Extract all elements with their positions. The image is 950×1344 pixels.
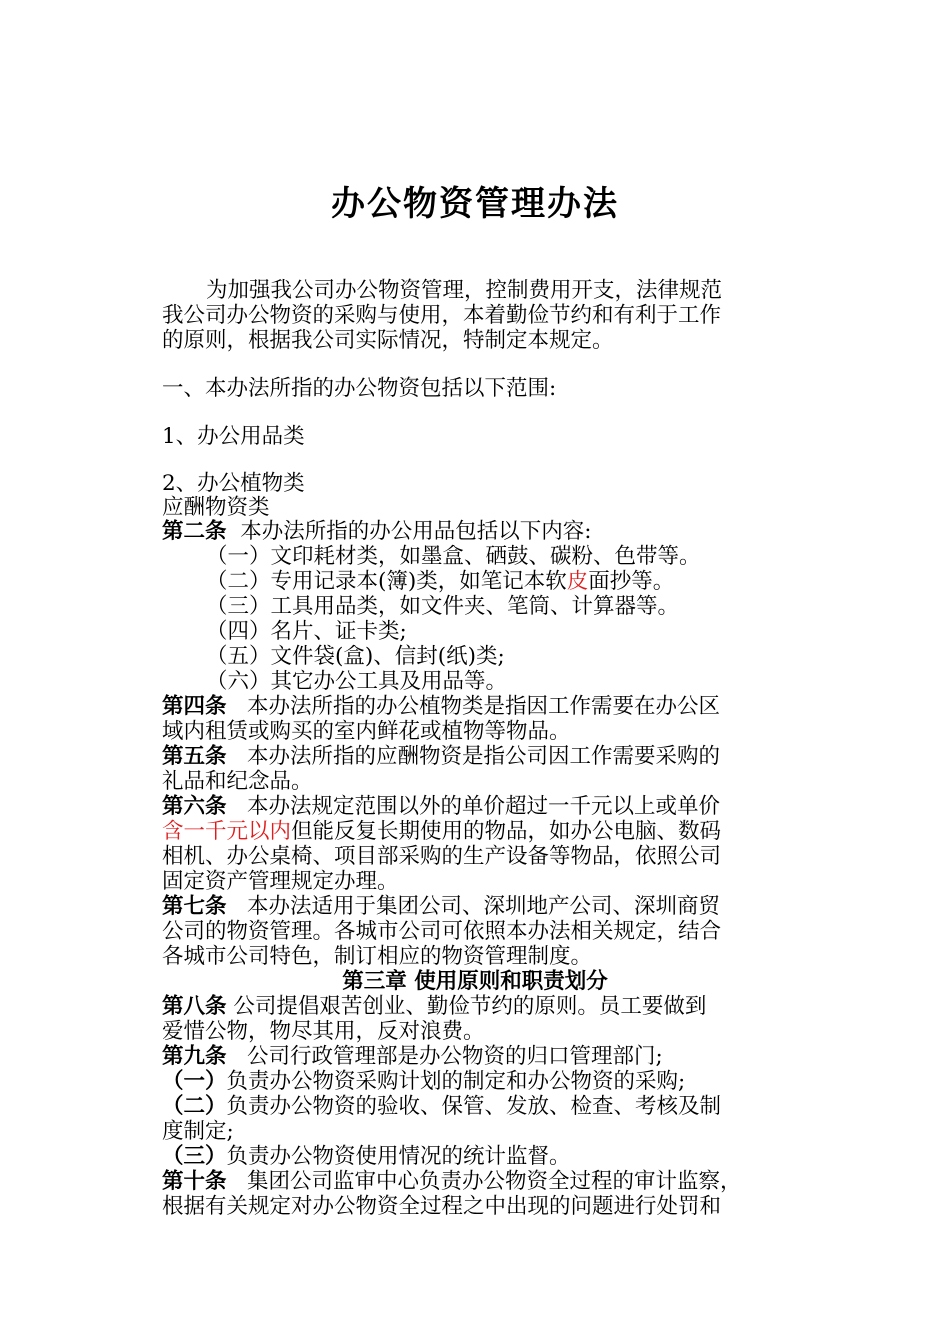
article-text: 本办法所指的应酬物资是指公司因工作需要采购的 (247, 744, 721, 769)
sub-text: 负责办公物资使用情况的统计监督。 (226, 1144, 571, 1169)
scope-item-3: 应酬物资类 (162, 495, 270, 520)
sub-label: （三） (162, 1144, 227, 1169)
sub-text: 负责办公物资采购计划的制定和办公物资的采购; (226, 1069, 686, 1094)
article-text: 但能反复长期使用的物品，如办公电脑、数码 (291, 819, 722, 844)
scope-item-1: 1、办公用品类 (162, 424, 305, 449)
article-label: 第二条 (162, 519, 227, 544)
article-10-line-2: 根据有关规定对办公物资全过程之中出现的问题进行处罚和 (162, 1194, 722, 1219)
article-9-sub-3 (162, 1146, 571, 1168)
article-6-line-4: 固定资产管理规定办理。 (162, 869, 399, 894)
article-8 (162, 996, 706, 1018)
article-8-line-2: 爱惜公物，物尽其用，反对浪费。 (162, 1019, 485, 1044)
article-2 (162, 521, 591, 543)
article-2-item-6: （六）其它办公工具及用品等。 (206, 669, 508, 694)
article-text: 本办法适用于集团公司、深圳地产公司、深圳商贸 (247, 894, 721, 919)
article-label: 第五条 (162, 744, 227, 769)
article-text: 公司行政管理部是办公物资的归口管理部门; (247, 1044, 663, 1069)
article-7 (162, 896, 720, 918)
article-10 (162, 1171, 742, 1193)
item-text: 面抄等。 (588, 569, 675, 594)
article-2-item-5: （五）文件袋(盒)、信封(纸)类; (206, 644, 505, 669)
chapter-heading: 第三章 使用原则和职责划分 (342, 969, 608, 994)
article-text: 集团公司监审中心负责办公物资全过程的审计监察， (247, 1169, 742, 1194)
highlighted-text: 含一千元以内 (162, 819, 292, 844)
article-text: 本办法所指的办公植物类是指因工作需要在办公区 (247, 694, 721, 719)
article-6-line-2 (162, 821, 721, 843)
sub-label: （二） (162, 1094, 227, 1119)
article-text: 本办法规定范围以外的单价超过一千元以上或单价 (247, 794, 721, 819)
item-text: （二）专用记录本(簿)类，如笔记本软 (206, 569, 567, 594)
document-title: 办公物资管理办法 (331, 184, 619, 224)
article-2-item-4: （四）名片、证卡类; (206, 619, 407, 644)
article-2-item-1: （一）文印耗材类，如墨盒、硒鼓、碳粉、色带等。 (206, 544, 701, 569)
article-text: 公司提倡艰苦创业、勤俭节约的原则。员工要做到 (233, 994, 707, 1019)
article-label: 第六条 (162, 794, 227, 819)
article-4 (162, 696, 720, 718)
sub-text: 负责办公物资的验收、保管、发放、检查、考核及制 (226, 1094, 722, 1119)
article-7-line-3: 各城市公司特色，制订相应的物资管理制度。 (162, 944, 593, 969)
article-9 (162, 1046, 663, 1068)
article-6 (162, 796, 720, 818)
scope-heading: 一、本办法所指的办公物资包括以下范围: (162, 376, 557, 401)
article-label: 第四条 (162, 694, 227, 719)
intro-line-1: 为加强我公司办公物资管理，控制费用开支，法律规范 (206, 278, 723, 303)
article-6-line-3: 相机、办公桌椅、项目部采购的生产设备等物品，依照公司 (162, 844, 722, 869)
article-9-sub-1 (162, 1071, 685, 1093)
article-7-line-2: 公司的物资管理。各城市公司可依照本办法相关规定，结合 (162, 919, 722, 944)
article-9-sub-2 (162, 1096, 721, 1118)
article-text: 本办法所指的办公用品包括以下内容: (240, 519, 592, 544)
intro-line-2: 我公司办公物资的采购与使用，本着勤俭节约和有利于工作 (162, 303, 722, 328)
article-4-line-2: 域内租赁或购买的室内鲜花或植物等物品。 (162, 719, 571, 744)
intro-line-3: 的原则，根据我公司实际情况，特制定本规定。 (162, 328, 614, 353)
article-label: 第十条 (162, 1169, 227, 1194)
article-5-line-2: 礼品和纪念品。 (162, 769, 313, 794)
sub-label: （一） (162, 1069, 227, 1094)
article-9-sub-2-cont: 度制定; (162, 1119, 234, 1144)
article-2-item-2 (206, 571, 674, 593)
article-label: 第九条 (162, 1044, 227, 1069)
article-label: 第八条 (162, 994, 227, 1019)
article-5 (162, 746, 720, 768)
highlighted-text: 皮 (566, 569, 589, 594)
scope-item-2: 2、办公植物类 (162, 471, 305, 496)
article-label: 第七条 (162, 894, 227, 919)
article-2-item-3: （三）工具用品类，如文件夹、笔筒、计算器等。 (206, 594, 680, 619)
